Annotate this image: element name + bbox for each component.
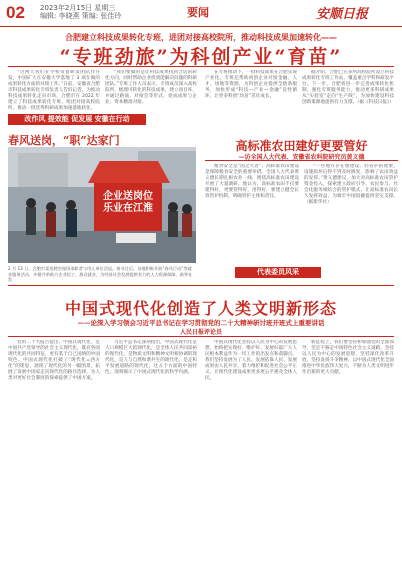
date-line: 2023年2月15日 星期三 (40, 4, 116, 12)
editor-line: 编辑: 李晓燕 策编: 张佳玲 (40, 12, 122, 20)
booth-sign: 企业送岗位 乐业在江淮 (103, 191, 153, 214)
story2-column (205, 164, 299, 264)
photo-story-headline: 春风送岗，“职”达家门 (8, 134, 120, 147)
story3-subheadline: ——论深入学习领会习近平总书记在学习贯彻党的二十大精神研讨班开班式上重要讲话 (77, 319, 325, 327)
photo-caption: 2 月 13 日，合肥市某招聘会现场求职者与用人单位洽谈。春节过后，各地积极开展“春风行动”等就业服务活动，多措并举助力企业招工、群众就业，为经济社会发展提供有力的人力资源保障。新华社发 (8, 266, 193, 282)
story1-column (105, 70, 197, 112)
divider (8, 66, 394, 67)
story3-paragraph: 中国式现代化坚持以人民为中心的发展思想，始终把实现好、维护好、发展好最广大人民根本利益作为一切工作的出发点和落脚点。我们坚持发展为了人民、发展依靠人民、发展成果由人民共享，着力维护和促进社会公平正义，让现代化建设成果更多更公平惠及全体人民。 (205, 340, 297, 381)
column-label: 代表委员风采 (235, 267, 321, 278)
story3-byline: 人民日报评论员 (179, 329, 222, 336)
job-fair-photo (8, 147, 196, 263)
story3-paragraph: 新征程上，我们要坚持和加强党的全面领导，坚定不移走中国特色社会主义道路，坚持以人民为中心的发展思想，坚持深化改革开放，坚持发扬斗争精神，以中国式现代化全面推进中华民族伟大复兴，不断为人类文明进步作出新的更大贡献。 (302, 340, 394, 375)
story3-column (8, 340, 100, 572)
story3-headline: 中国式现代化创造了人类文明新形态 (64, 299, 337, 318)
story1-column (205, 70, 297, 130)
story2-headline: 高标准农田建好更要管好 (235, 139, 368, 153)
page-number: 02 (6, 3, 25, 22)
story1-paragraph: 在专班推动下，一批科技成果在合肥实现产业化。专班还帮助初创企业对接金融、人才、场地等资源，为科创企业提供全链条服务，加快形成“科技—产业—金融”良性循环，让更多科创“幼苗”茁壮成长。 (205, 70, 297, 99)
story1-headline: “专班劲旅”为科创产业“育苗” (59, 46, 343, 68)
story3-column (302, 340, 394, 572)
story2-subheadline: —访全国人大代表、安徽省农科院研究员黄义德 (238, 154, 365, 161)
divider (8, 336, 394, 337)
campaign-tag: 改作风 提效能 促发展 安徽在行动 (8, 114, 146, 125)
story3-column (205, 340, 297, 572)
story1-paragraph: “这两天我们在学校带着研发团队作开发，中国矿大在安徽大学落地了 3 项在做的成果转化方面的对接工作。”日前，安徽省合肥市科技成果转化专班负责人告诉记者，为推动科技成果转化走向市场，合肥市在 2022 年建立了科技成果转化专班，组团对接高校院所，推动一批优秀科研成果加速落地转化。 (8, 70, 100, 111)
story3-column (105, 340, 197, 572)
story2-paragraph: 粮食安全是“国之大者”，高标准农田建设是保障粮食安全的重要举措。全国人大代表黄义德长期扎根农业一线，围绕高标准农田建设开展了大量调研。他认为，高标准农田不仅要建得好，更要管得好、用得好，要建立健全长效管护机制，明确管护主体和责任。 (205, 164, 299, 199)
story2-column (304, 164, 398, 264)
divider (205, 160, 398, 161)
story1-kicker: 合肥建立科技成果转化专班，进团对接高校院所，推动科技成果加速转化—— (65, 33, 337, 42)
story3-paragraph: 党的二十大报告提出，中国式现代化，是中国共产党领导的社会主义现代化，既有各国现代化的共同特征，更有基于自己国情的中国特色。中国式现代化打破了“现代化=西方化”的迷思，展现了现代化的另一幅图景，拓展了发展中国家走向现代化的路径选择，为人类对更好社会制度的探索提供了中国方案。 (8, 340, 100, 381)
story1-paragraph: “我们要做的是让科技成果找到合适的转化方向，同时帮助企业找到能解决问题的科研团队。”专班工作人员表示，专班成员深入高校院所，梳理可转化的科技成果，建立项目库，并通过路演、对接会等形式，促成成果与企业、资本精准对接。 (105, 70, 197, 105)
newspaper-logo: 安顺日报 (316, 7, 369, 22)
story1-column (8, 70, 100, 112)
story1-column (302, 70, 394, 130)
story1-paragraph: 据介绍，合肥已在多所高校院所设立科技成果转化专班工作站，覆盖重点学科和研发平台。下一步，合肥将进一步完善成果转化机制，强化专班服务能力，推动更多科研成果从“实验室”走向“生产线”，为加快建设科技创新策源地提供有力支撑。（据《科技日报》） (302, 70, 394, 105)
issue-meta (40, 4, 121, 20)
section-title: 要闻 (187, 6, 209, 19)
story3-paragraph: 习近平总书记深刻指出，中国式现代化是人口规模巨大的现代化，是全体人民共同富裕的现代化，是物质文明和精神文明相协调的现代化，是人与自然和谐共生的现代化，是走和平发展道路的现代化。这五个方面的中国特色，深刻揭示了中国式现代化的科学内涵。 (105, 340, 197, 375)
divider (8, 285, 394, 286)
page-header (0, 0, 402, 27)
story2-paragraph: “一些地方存在重建设、轻管护的现象，设施损坏后得不到及时修复，影响了农田效益的发挥。”黄义德建议，加大对高标准农田管护资金投入，探索建立政府引导、农民参与、社会化服务相结合的管护模式，让高标准农田长久发挥效益，为端牢中国饭碗提供坚实支撑。（据新华社） (304, 164, 398, 205)
